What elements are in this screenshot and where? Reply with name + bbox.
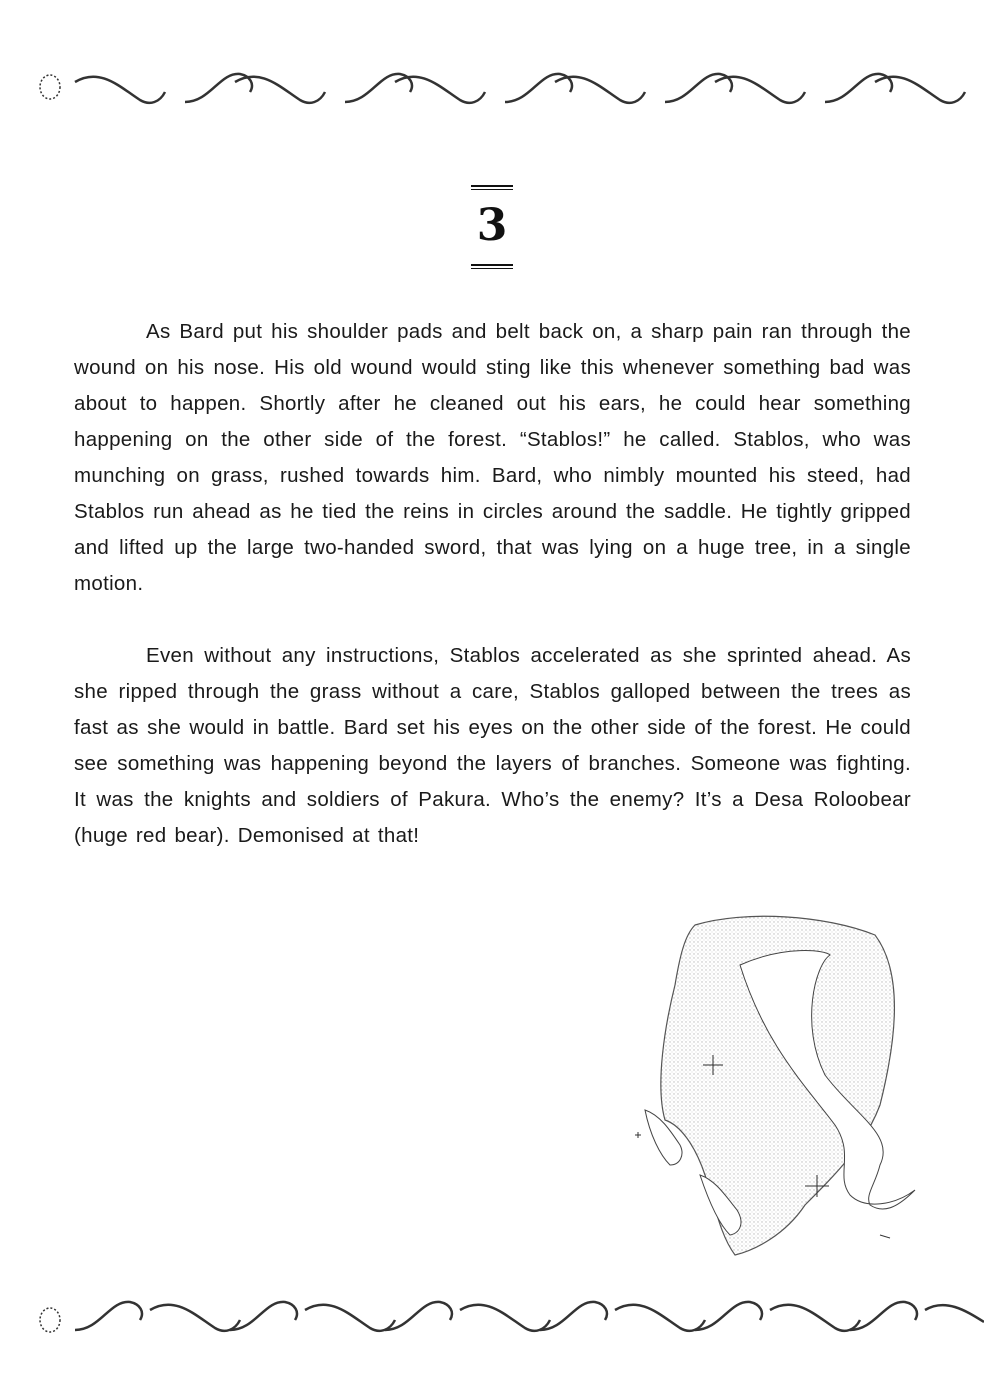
chapter-heading [0, 185, 984, 269]
chapter-number: 3 [476, 200, 508, 251]
chapter-rule-bottom [471, 264, 513, 269]
chapter-rule-top [471, 185, 513, 190]
scroll-ornament-bottom-icon [0, 1290, 984, 1340]
scroll-ornament-top-icon [0, 62, 984, 112]
body-text [74, 314, 911, 890]
paragraph-1: As Bard put his shoulder pads and belt back on, a sharp pain ran through the wound on his nose. His old wound would sting like this whenever something bad was about to happen. Shortly after he cleaned out his ears, he could hear something happening on the other side of the forest. “Stablos!” he called. Stablos, who was munching on grass, rushed towards him. Bard, who nimbly mounted his steed, had Stablos run ahead as he tied the reins in circles around the saddle. He tightly gripped and lifted up the large two-handed sword, that was lying on a huge tree, in a single motion. [74, 320, 911, 595]
paragraph-2: Even without any instructions, Stablos accelerated as she sprinted ahead. As she ripped through the grass without a care, Stablos galloped between the trees as fast as she would in battle. Bard set his eyes on the other side of the forest. He could see something was happening beyond the layers of branches. Someone was fighting. It was the knights and soldiers of Pakura. Who’s the enemy? It’s a Desa Roloobear (huge red bear). Demonised at that! [74, 644, 911, 847]
horse-sketch-illustration [625, 905, 945, 1265]
